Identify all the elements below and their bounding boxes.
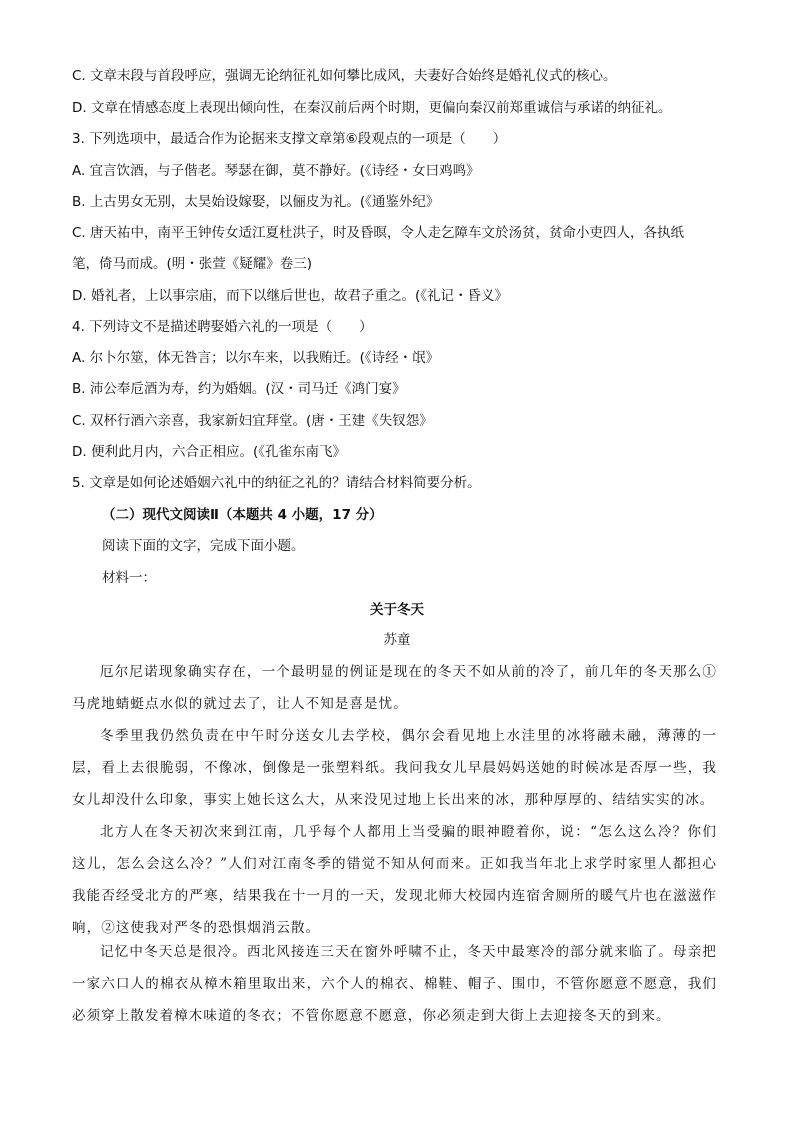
essay-title: 关于冬天	[370, 602, 424, 618]
q4-option-d: D. 便利此月内，六合正相应。(《孔雀东南飞》	[72, 444, 346, 460]
section-heading: （二）现代文阅读Ⅱ（本题共 4 小题，17 分）	[102, 507, 383, 523]
q2-option-d: D. 文章在情感态度上表现出倾向性，在秦汉前后两个时期，更偏向秦汉前郑重诚信与承诺的纳征礼。	[72, 100, 672, 116]
q4-option-a: A. 尔卜尔筮，体无咎言；以尔车来，以我贿迁。(《诗经・氓》	[72, 350, 440, 366]
q3-option-c-line1: C. 唐天祐中，南平王钟传女适江夏杜洪子，时及昏暝，令人走乞障车文於汤贫，贫命小吏四人，各执纸	[72, 225, 685, 241]
q3-option-a: A. 宜言饮酒，与子偕老。琴瑟在御，莫不静好。(《诗经・女曰鸡鸣》	[72, 163, 480, 179]
q2-option-c: C. 文章末段与首段呼应，强调无论纳征礼如何攀比成风，夫妻好合始终是婚礼仪式的核心。	[72, 68, 617, 84]
q4-option-c: C. 双杯行酒六亲喜，我家新妇宜拜堂。(唐・王建《失钗怨》	[72, 413, 433, 429]
q5-stem: 5. 文章是如何论述婚姻六礼中的纳征之礼的？请结合材料简要分析。	[72, 475, 481, 491]
q4-option-b: B. 沛公奉卮酒为寿，约为婚姻。(汉・司马迁《鸿门宴》	[72, 381, 406, 397]
essay-paragraph-2: 冬季里我仍然负责在中午时分送女儿去学校，偶尔会看见地上水洼里的冰将融未融，薄薄的一层，看上去很脆弱，不像冰，倒像是一张塑料纸。我问我女儿早晨妈妈送她的时候冰是否厚一些，我女儿却没什么印象，事实上她长这么大，从来没见过地上长出来的冰，那种厚厚的、结结实实的冰。	[72, 728, 717, 808]
q3-stem: 3. 下列选项中，最适合作为论据来支撑文章第⑥段观点的一项是（ ）	[72, 131, 507, 147]
q4-stem: 4. 下列诗文不是描述聘娶婚六礼的一项是（ ）	[72, 319, 373, 335]
essay-paragraph-1: 厄尔尼诺现象确实存在，一个最明显的例证是现在的冬天不如从前的冷了，前几年的冬天那么①马虎地蜻蜓点水似的就过去了，让人不知是喜是忧。	[72, 664, 717, 712]
essay-paragraph-3: 北方人在冬天初次来到江南，几乎每个人都用上当受骗的眼神瞪着你，说：“怎么这么冷？你们这儿，怎么会这么冷？”人们对江南冬季的错觉不知从何而来。正如我当年北上求学时家里人都担心我能否经受北方的严寒，结果我在十一月的一天，发现北师大校园内连宿舍厕所的暖气片也在滋滋作响，②这使我对严冬的恐惧烟消云散。	[72, 824, 717, 936]
section-instruction: 阅读下面的文字，完成下面小题。	[102, 538, 305, 554]
q3-option-c-line2: 笔，倚马而成。(明・张萱《疑耀》卷三)	[72, 256, 313, 272]
essay-paragraph-4: 记忆中冬天总是很冷。西北风接连三天在窗外呼啸不止，冬天中最寒冷的部分就来临了。母亲把一家六口人的棉衣从樟木箱里取出来，六个人的棉衣、棉鞋、帽子、围巾，不管你愿意不愿意，我们必须穿上散发着樟木味道的冬衣；不管你愿意不愿意，你必须走到大街上去迎接冬天的到来。	[72, 944, 717, 1024]
q3-option-d: D. 婚礼者，上以事宗庙，而下以继后世也，故君子重之。(《礼记・昏义》	[72, 288, 508, 304]
essay-author: 苏童	[383, 632, 411, 648]
q3-option-b: B. 上古男女无别，太昊始设嫁娶，以俪皮为礼。(《通鉴外纪》	[72, 194, 440, 210]
material-label: 材料一：	[102, 570, 156, 586]
